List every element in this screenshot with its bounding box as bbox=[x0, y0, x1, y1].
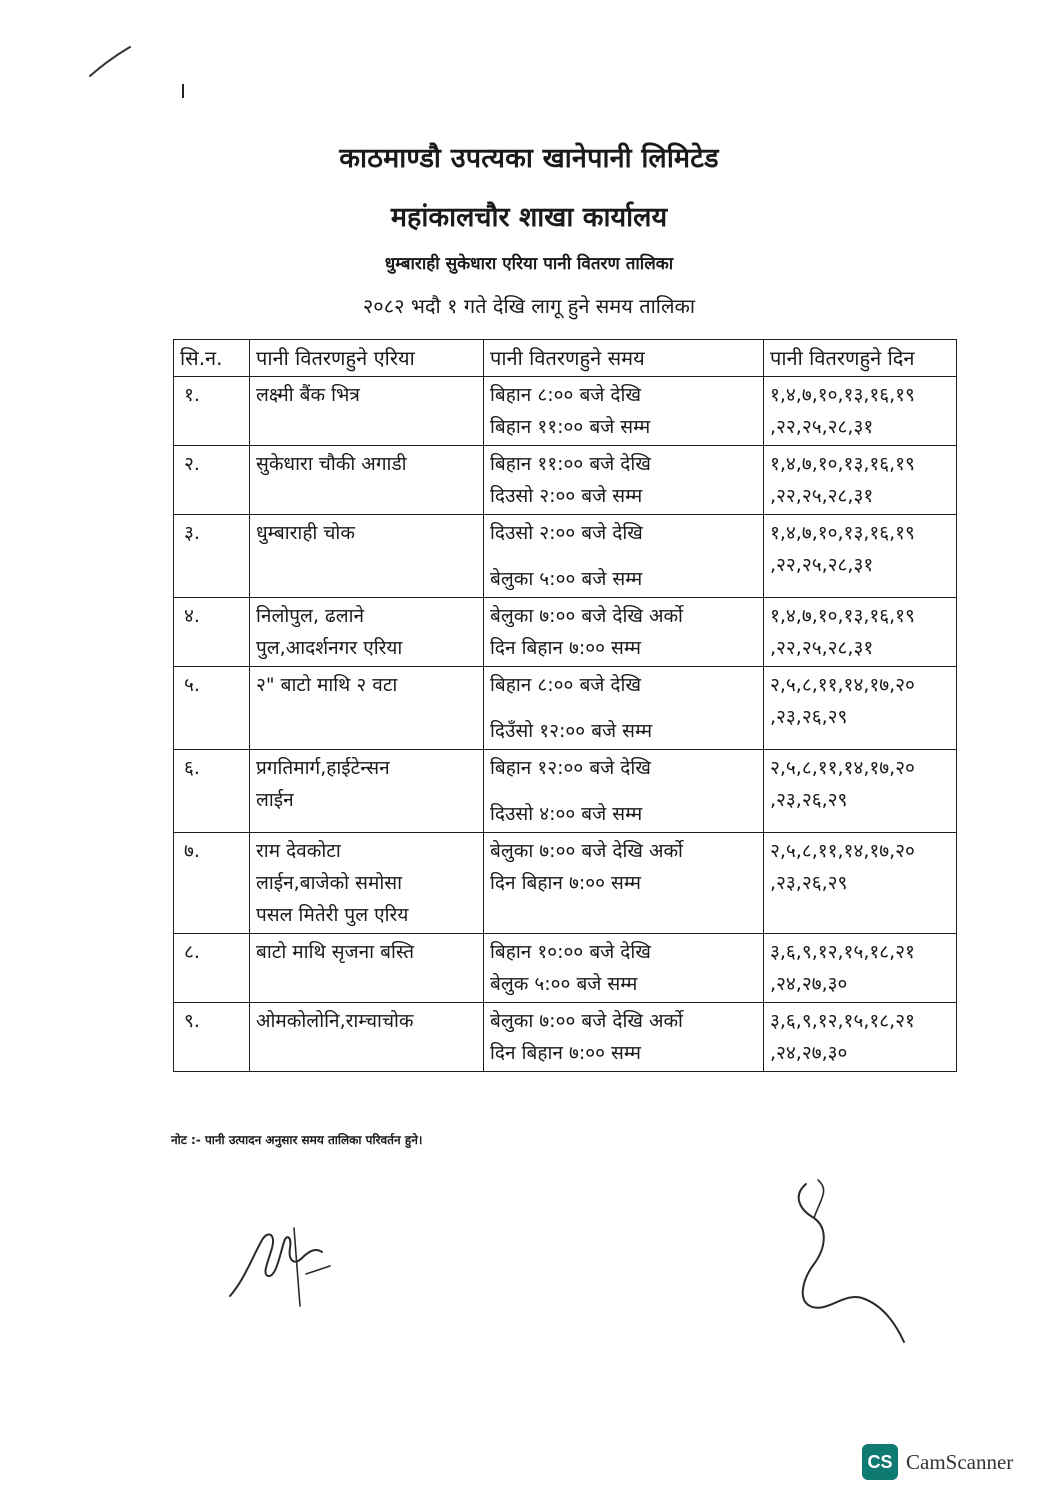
camscanner-logo: CS bbox=[862, 1444, 898, 1480]
time-cell bbox=[484, 934, 764, 1003]
spacer bbox=[490, 701, 757, 715]
time-line: बिहान ११:०० बजे देखि bbox=[490, 453, 651, 475]
table-row bbox=[174, 750, 957, 833]
time-cell bbox=[484, 598, 764, 667]
serial-cell: २. bbox=[174, 446, 250, 515]
days-line: ३,६,९,१२,१५,१८,२१ bbox=[770, 1010, 915, 1032]
days-line: ,२२,२५,२८,३१ bbox=[770, 637, 874, 659]
area-line: लाईन bbox=[256, 789, 294, 811]
table-row bbox=[174, 667, 957, 750]
area-line: प्रगतिमार्ग,हाईटेन्सन bbox=[256, 757, 390, 779]
table-row bbox=[174, 1003, 957, 1072]
tick-mark bbox=[182, 84, 184, 98]
time-line: दिन बिहान ७:०० सम्म bbox=[490, 872, 641, 894]
camscanner-text: CamScanner bbox=[906, 1449, 1014, 1474]
area-cell bbox=[250, 934, 484, 1003]
time-cell bbox=[484, 1003, 764, 1072]
branch-office-title: महांकालचौर शाखा कार्यालय bbox=[390, 202, 668, 233]
water-distribution-table bbox=[173, 339, 957, 1072]
header-time: पानी वितरणहुने समय bbox=[484, 340, 764, 377]
days-cell bbox=[764, 515, 957, 598]
days-line: ,२४,२७,३० bbox=[770, 1042, 848, 1064]
table-row bbox=[174, 833, 957, 934]
serial-cell: ७. bbox=[174, 833, 250, 934]
serial-cell: ३. bbox=[174, 515, 250, 598]
header-serial-no: सि.न. bbox=[174, 340, 250, 377]
header-area: पानी वितरणहुने एरिया bbox=[250, 340, 484, 377]
time-line: दिन बिहान ७:०० सम्म bbox=[490, 1042, 641, 1064]
area-line: २" बाटो माथि २ वटा bbox=[256, 674, 398, 696]
organization-title: काठमाण्डौ उपत्यका खानेपानी लिमिटेड bbox=[339, 143, 719, 174]
area-line: पुल,आदर्शनगर एरिया bbox=[256, 637, 403, 659]
time-cell bbox=[484, 833, 764, 934]
signature-left bbox=[222, 1218, 332, 1310]
spacer bbox=[490, 549, 757, 563]
days-line: ,२२,२५,२८,३१ bbox=[770, 554, 874, 576]
serial-cell: ४. bbox=[174, 598, 250, 667]
time-line: बिहान ८:०० बजे देखि bbox=[490, 674, 641, 696]
table-row bbox=[174, 446, 957, 515]
days-cell bbox=[764, 1003, 957, 1072]
serial-cell: ५. bbox=[174, 667, 250, 750]
days-line: १,४,७,१०,१३,१६,१९ bbox=[770, 605, 915, 627]
time-line: बेलुका ५:०० बजे सम्म bbox=[490, 568, 643, 590]
days-cell bbox=[764, 667, 957, 750]
days-line: ,२३,२६,२९ bbox=[770, 706, 848, 728]
days-line: ३,६,९,१२,१५,१८,२१ bbox=[770, 941, 915, 963]
time-cell bbox=[484, 446, 764, 515]
time-line: दिउसो ४:०० बजे सम्म bbox=[490, 803, 643, 825]
signature-right bbox=[770, 1170, 920, 1350]
footnote: नोट :- पानी उत्पादन अनुसार समय तालिका परिवर्तन हुने। bbox=[171, 1133, 423, 1147]
area-line: पसल मितेरी पुल एरिय bbox=[256, 904, 409, 926]
table-row bbox=[174, 934, 957, 1003]
time-line: बिहान १२:०० बजे देखि bbox=[490, 757, 651, 779]
days-cell bbox=[764, 446, 957, 515]
days-line: ,२४,२७,३० bbox=[770, 973, 848, 995]
days-line: ,२३,२६,२९ bbox=[770, 872, 848, 894]
days-line: २,५,८,११,१४,१७,२० bbox=[770, 840, 915, 862]
days-cell bbox=[764, 598, 957, 667]
time-line: दिउसो २:०० बजे सम्म bbox=[490, 485, 643, 507]
area-cell bbox=[250, 833, 484, 934]
area-cell bbox=[250, 446, 484, 515]
area-cell bbox=[250, 667, 484, 750]
time-line: दिउसो २:०० बजे देखि bbox=[490, 522, 643, 544]
table-row bbox=[174, 377, 957, 446]
area-cell bbox=[250, 377, 484, 446]
area-line: ओमकोलोनि,राम्चाचोक bbox=[256, 1010, 414, 1032]
area-line: लक्ष्मी बैंक भित्र bbox=[256, 384, 360, 406]
days-line: ,२३,२६,२९ bbox=[770, 789, 848, 811]
time-line: बेलुका ७:०० बजे देखि अर्को bbox=[490, 1010, 683, 1032]
days-line: २,५,८,११,१४,१७,२० bbox=[770, 757, 915, 779]
days-line: १,४,७,१०,१३,१६,१९ bbox=[770, 522, 915, 544]
area-line: बाटो माथि सृजना बस्ति bbox=[256, 941, 415, 963]
area-cell bbox=[250, 1003, 484, 1072]
area-cell bbox=[250, 750, 484, 833]
time-cell bbox=[484, 750, 764, 833]
area-line: राम देवकोटा bbox=[256, 840, 341, 862]
days-line: १,४,७,१०,१३,१६,१९ bbox=[770, 384, 915, 406]
days-line: ,२२,२५,२८,३१ bbox=[770, 485, 874, 507]
serial-cell: ८. bbox=[174, 934, 250, 1003]
days-line: २,५,८,११,१४,१७,२० bbox=[770, 674, 915, 696]
area-cell bbox=[250, 515, 484, 598]
days-cell bbox=[764, 833, 957, 934]
schedule-subtitle: धुम्बाराही सुकेधारा एरिया पानी वितरण तालिका bbox=[384, 254, 674, 274]
area-line: निलोपुल, ढलाने bbox=[256, 605, 365, 627]
time-cell bbox=[484, 377, 764, 446]
time-line: बिहान ११:०० बजे सम्म bbox=[490, 416, 651, 438]
days-cell bbox=[764, 934, 957, 1003]
time-line: बेलुका ७:०० बजे देखि अर्को bbox=[490, 840, 683, 862]
time-line: बेलुक ५:०० बजे सम्म bbox=[490, 973, 638, 995]
time-line: बिहान ८:०० बजे देखि bbox=[490, 384, 641, 406]
area-line: लाईन,बाजेको समोसा bbox=[256, 872, 403, 894]
days-cell bbox=[764, 750, 957, 833]
serial-cell: ६. bbox=[174, 750, 250, 833]
pen-stroke-mark bbox=[86, 44, 134, 80]
days-line: ,२२,२५,२८,३१ bbox=[770, 416, 874, 438]
serial-cell: ९. bbox=[174, 1003, 250, 1072]
time-line: बिहान १०:०० बजे देखि bbox=[490, 941, 651, 963]
table-row bbox=[174, 515, 957, 598]
days-line: १,४,७,१०,१३,१६,१९ bbox=[770, 453, 915, 475]
table-row bbox=[174, 598, 957, 667]
header-days: पानी वितरणहुने दिन bbox=[764, 340, 957, 377]
time-line: दिउँसो १२:०० बजे सम्म bbox=[490, 720, 653, 742]
days-cell bbox=[764, 377, 957, 446]
camscanner-watermark bbox=[862, 1444, 1013, 1480]
area-line: धुम्बाराही चोक bbox=[256, 522, 355, 544]
time-line: बेलुका ७:०० बजे देखि अर्को bbox=[490, 605, 683, 627]
time-cell bbox=[484, 515, 764, 598]
time-cell bbox=[484, 667, 764, 750]
effective-date-line: २०८२ भदौ १ गते देखि लागू हुने समय तालिका bbox=[362, 294, 696, 318]
area-cell bbox=[250, 598, 484, 667]
time-line: दिन बिहान ७:०० सम्म bbox=[490, 637, 641, 659]
table-header-row bbox=[174, 340, 957, 377]
serial-cell: १. bbox=[174, 377, 250, 446]
area-line: सुकेधारा चौकी अगाडी bbox=[256, 453, 407, 475]
spacer bbox=[490, 784, 757, 798]
